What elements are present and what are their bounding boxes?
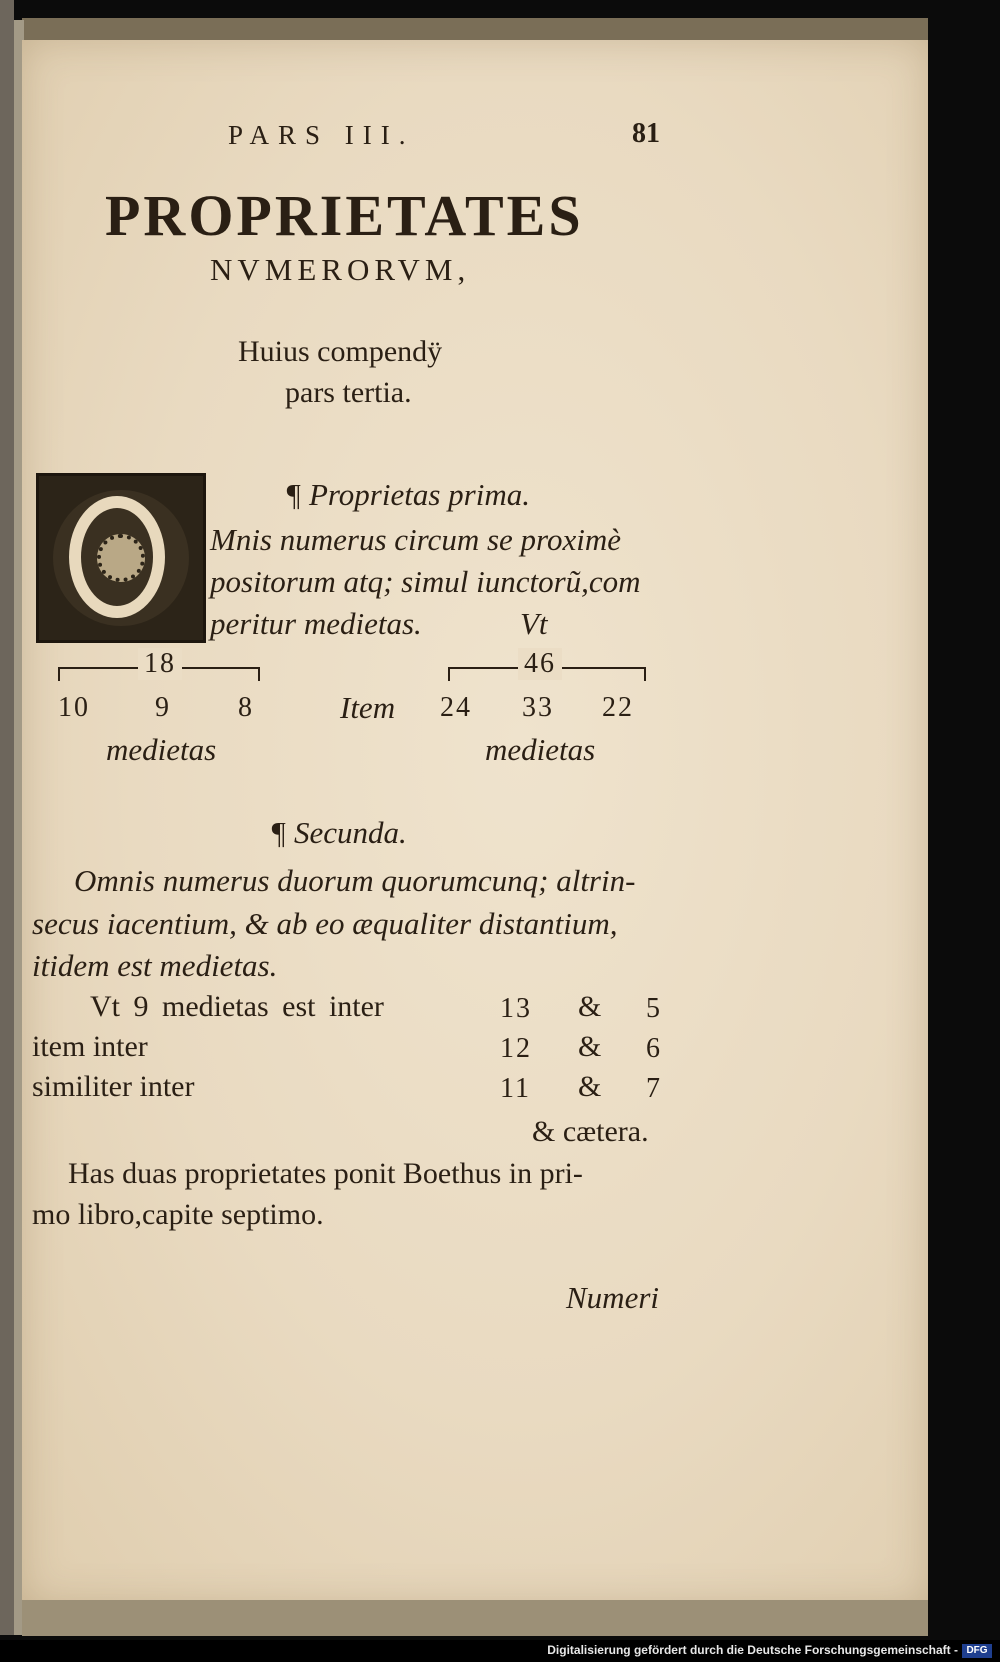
section1-vt: Vt (520, 606, 548, 641)
intro-line-1: Huius compendÿ (238, 335, 443, 368)
section2-line-3: itidem est medietas. (32, 948, 278, 983)
example1-value-c: 8 (238, 692, 254, 723)
section1-line-2: positorum atq; simul iunctorũ,com (210, 564, 641, 599)
table-row-2-label: item inter (32, 1030, 148, 1063)
example2-label: medietas (485, 732, 596, 767)
table-row-3-amp: & (578, 1070, 602, 1103)
table-row-1-amp: & (578, 990, 602, 1023)
funding-credit: Digitalisierung gefördert durch die Deutsche Forschungsgemeinschaft - (547, 1643, 958, 1657)
running-head: PARS III. (228, 120, 415, 150)
table-row-2-y: 6 (646, 1033, 662, 1064)
table-row-3-y: 7 (646, 1073, 662, 1104)
table-row-1-x: 13 (500, 993, 532, 1024)
section1-heading: ¶ Proprietas prima. (285, 477, 530, 512)
dfg-logo: DFG (962, 1644, 992, 1658)
section1-line-1: Mnis numerus circum se proximè (210, 522, 621, 557)
example2-value-b: 33 (522, 692, 554, 723)
section2-heading: ¶ Secunda. (270, 815, 407, 850)
item-label: Item (340, 690, 396, 725)
section1-line-3: peritur medietas. (210, 606, 422, 641)
page-bottom-edge (22, 1600, 928, 1636)
example1-value-b: 9 (155, 692, 171, 723)
ornamental-initial-o (36, 473, 206, 643)
catchword: Numeri (566, 1280, 659, 1315)
table-row-2-x: 12 (500, 1033, 532, 1064)
closing-line-2: mo libro,capite septimo. (32, 1198, 324, 1231)
closing-line-1: Has duas proprietates ponit Boethus in pri- (68, 1157, 583, 1190)
example2-sum: 46 (518, 648, 562, 680)
intro-line-2: pars tertia. (285, 376, 412, 409)
book-page (22, 40, 928, 1605)
example1-value-a: 10 (58, 692, 90, 723)
example2-value-c: 22 (602, 692, 634, 723)
page-subtitle: NVMERORVM, (210, 252, 471, 287)
section2-line-1: Omnis numerus duorum quorumcunq; altrin- (74, 863, 636, 898)
section2-line-2: secus iacentium, & ab eo æqualiter distantium, (32, 906, 618, 941)
table-row-1-y: 5 (646, 993, 662, 1024)
table-row-3-label: similiter inter (32, 1070, 195, 1103)
example1-sum: 18 (138, 648, 182, 680)
example2-value-a: 24 (440, 692, 472, 723)
table-etc: & cætera. (532, 1115, 649, 1148)
table-row-3-x: 11 (500, 1073, 531, 1104)
page-number: 81 (632, 118, 660, 149)
table-row-2-amp: & (578, 1030, 602, 1063)
book-spine (0, 0, 14, 1635)
rosette-icon (97, 534, 145, 582)
page-title: PROPRIETATES (105, 183, 584, 248)
example1-label: medietas (106, 732, 217, 767)
table-row-1-label: Vt 9 medietas est inter (90, 990, 384, 1023)
